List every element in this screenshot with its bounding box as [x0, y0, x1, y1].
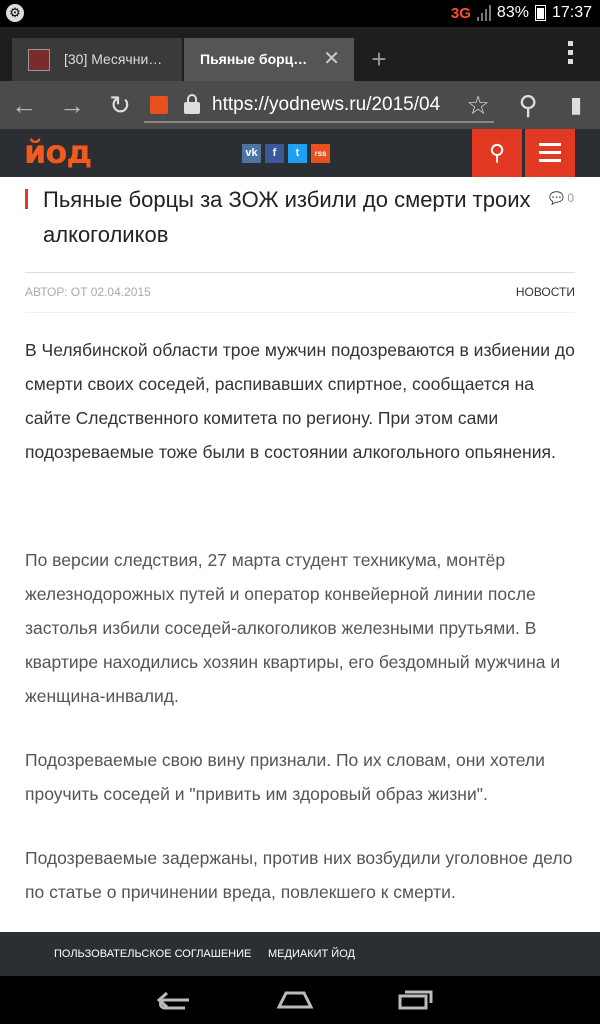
comment-icon: 💬 — [549, 191, 564, 205]
battery-icon — [535, 5, 546, 21]
url-underline — [144, 121, 494, 123]
paragraph: Подозреваемые задержаны, против них возбудили уголовное дело по статье о причинении вреда, повлекшего к смерти. — [25, 848, 573, 902]
close-icon[interactable]: ✕ — [323, 48, 340, 70]
social-links — [242, 144, 330, 163]
article — [0, 177, 600, 932]
menu-button[interactable] — [525, 129, 575, 177]
site-logo[interactable]: йод — [24, 133, 92, 171]
hamburger-icon — [539, 143, 561, 167]
divider — [25, 312, 575, 313]
bookmarks-icon[interactable]: ▮ — [569, 92, 583, 117]
paragraph: Подозреваемые свою вину признали. По их словам, они хотели проучить соседей и "привить им здоровый образ жизни". — [25, 750, 545, 804]
search-icon: ⚲ — [488, 140, 506, 165]
new-tab-button[interactable]: + — [371, 44, 387, 74]
address-input[interactable]: https://yodnews.ru/2015/04 — [212, 94, 441, 115]
article-title: Пьяные борцы за ЗОЖ избили до смерти троих алкоголиков — [43, 187, 531, 247]
signal-icon — [477, 5, 491, 21]
status-bar — [0, 0, 600, 27]
divider — [25, 272, 575, 273]
star-icon[interactable]: ☆ — [466, 90, 490, 120]
comments-count[interactable]: 💬 0 — [549, 191, 574, 205]
tab-inactive[interactable] — [12, 38, 182, 81]
tab-title: [30] Месячни… — [64, 51, 163, 67]
clock: 17:37 — [551, 4, 592, 21]
tab-favicon-icon — [28, 49, 50, 71]
rss-icon[interactable]: rss — [311, 144, 330, 163]
site-footer — [0, 932, 600, 976]
reload-icon[interactable]: ↻ — [109, 90, 131, 120]
home-nav-icon[interactable] — [276, 988, 314, 1010]
url-bar — [0, 81, 600, 129]
category-link[interactable]: НОВОСТИ — [515, 285, 575, 299]
paragraph: По версии следствия, 27 марта студент техникума, монтёр железнодорожных путей и оператор конвейерной линии после застолья избили соседей-алкоголиков железными прутьями. В квартире находились хозяин квартиры, его бездомный мужчина и женщина-инвалид. — [25, 550, 561, 706]
battery-percent: 83% — [496, 4, 529, 21]
search-icon[interactable]: ⚲ — [518, 90, 538, 120]
vk-icon[interactable]: vk — [242, 144, 261, 163]
article-meta: АВТОР: ОТ 02.04.2015 — [25, 285, 151, 299]
mediakit-link[interactable]: МЕДИАКИТ ЙОД — [268, 948, 355, 960]
back-nav-icon[interactable] — [155, 988, 193, 1010]
user-agreement-link[interactable]: ПОЛЬЗОВАТЕЛЬСКОЕ СОГЛАШЕНИЕ — [54, 948, 252, 960]
lock-icon[interactable] — [184, 94, 200, 114]
tab-title: Пьяные борц… — [200, 51, 308, 67]
facebook-icon[interactable]: f — [265, 144, 284, 163]
notification-icon: ⚙ — [6, 4, 24, 22]
system-nav-bar — [0, 976, 600, 1024]
site-favicon-icon — [150, 96, 168, 114]
network-type: 3G — [450, 4, 471, 22]
browser-tab-bar — [0, 27, 600, 81]
back-icon[interactable]: ← — [11, 90, 37, 120]
overflow-menu-icon[interactable] — [568, 41, 574, 68]
site-header — [0, 129, 600, 177]
forward-icon[interactable]: → — [59, 90, 85, 120]
tab-active[interactable] — [184, 38, 354, 81]
title-accent-bar — [25, 189, 28, 209]
recents-nav-icon[interactable] — [396, 988, 434, 1010]
search-button[interactable] — [472, 129, 522, 177]
twitter-icon[interactable]: t — [288, 144, 307, 163]
paragraph: В Челябинской области трое мужчин подозреваются в избиении до смерти своих соседей, распивавших спиртное, сообщается на сайте Следственного комитета по региону. При этом сами подозреваемые тоже были в состоянии алкогольного опьянения. — [25, 340, 575, 462]
